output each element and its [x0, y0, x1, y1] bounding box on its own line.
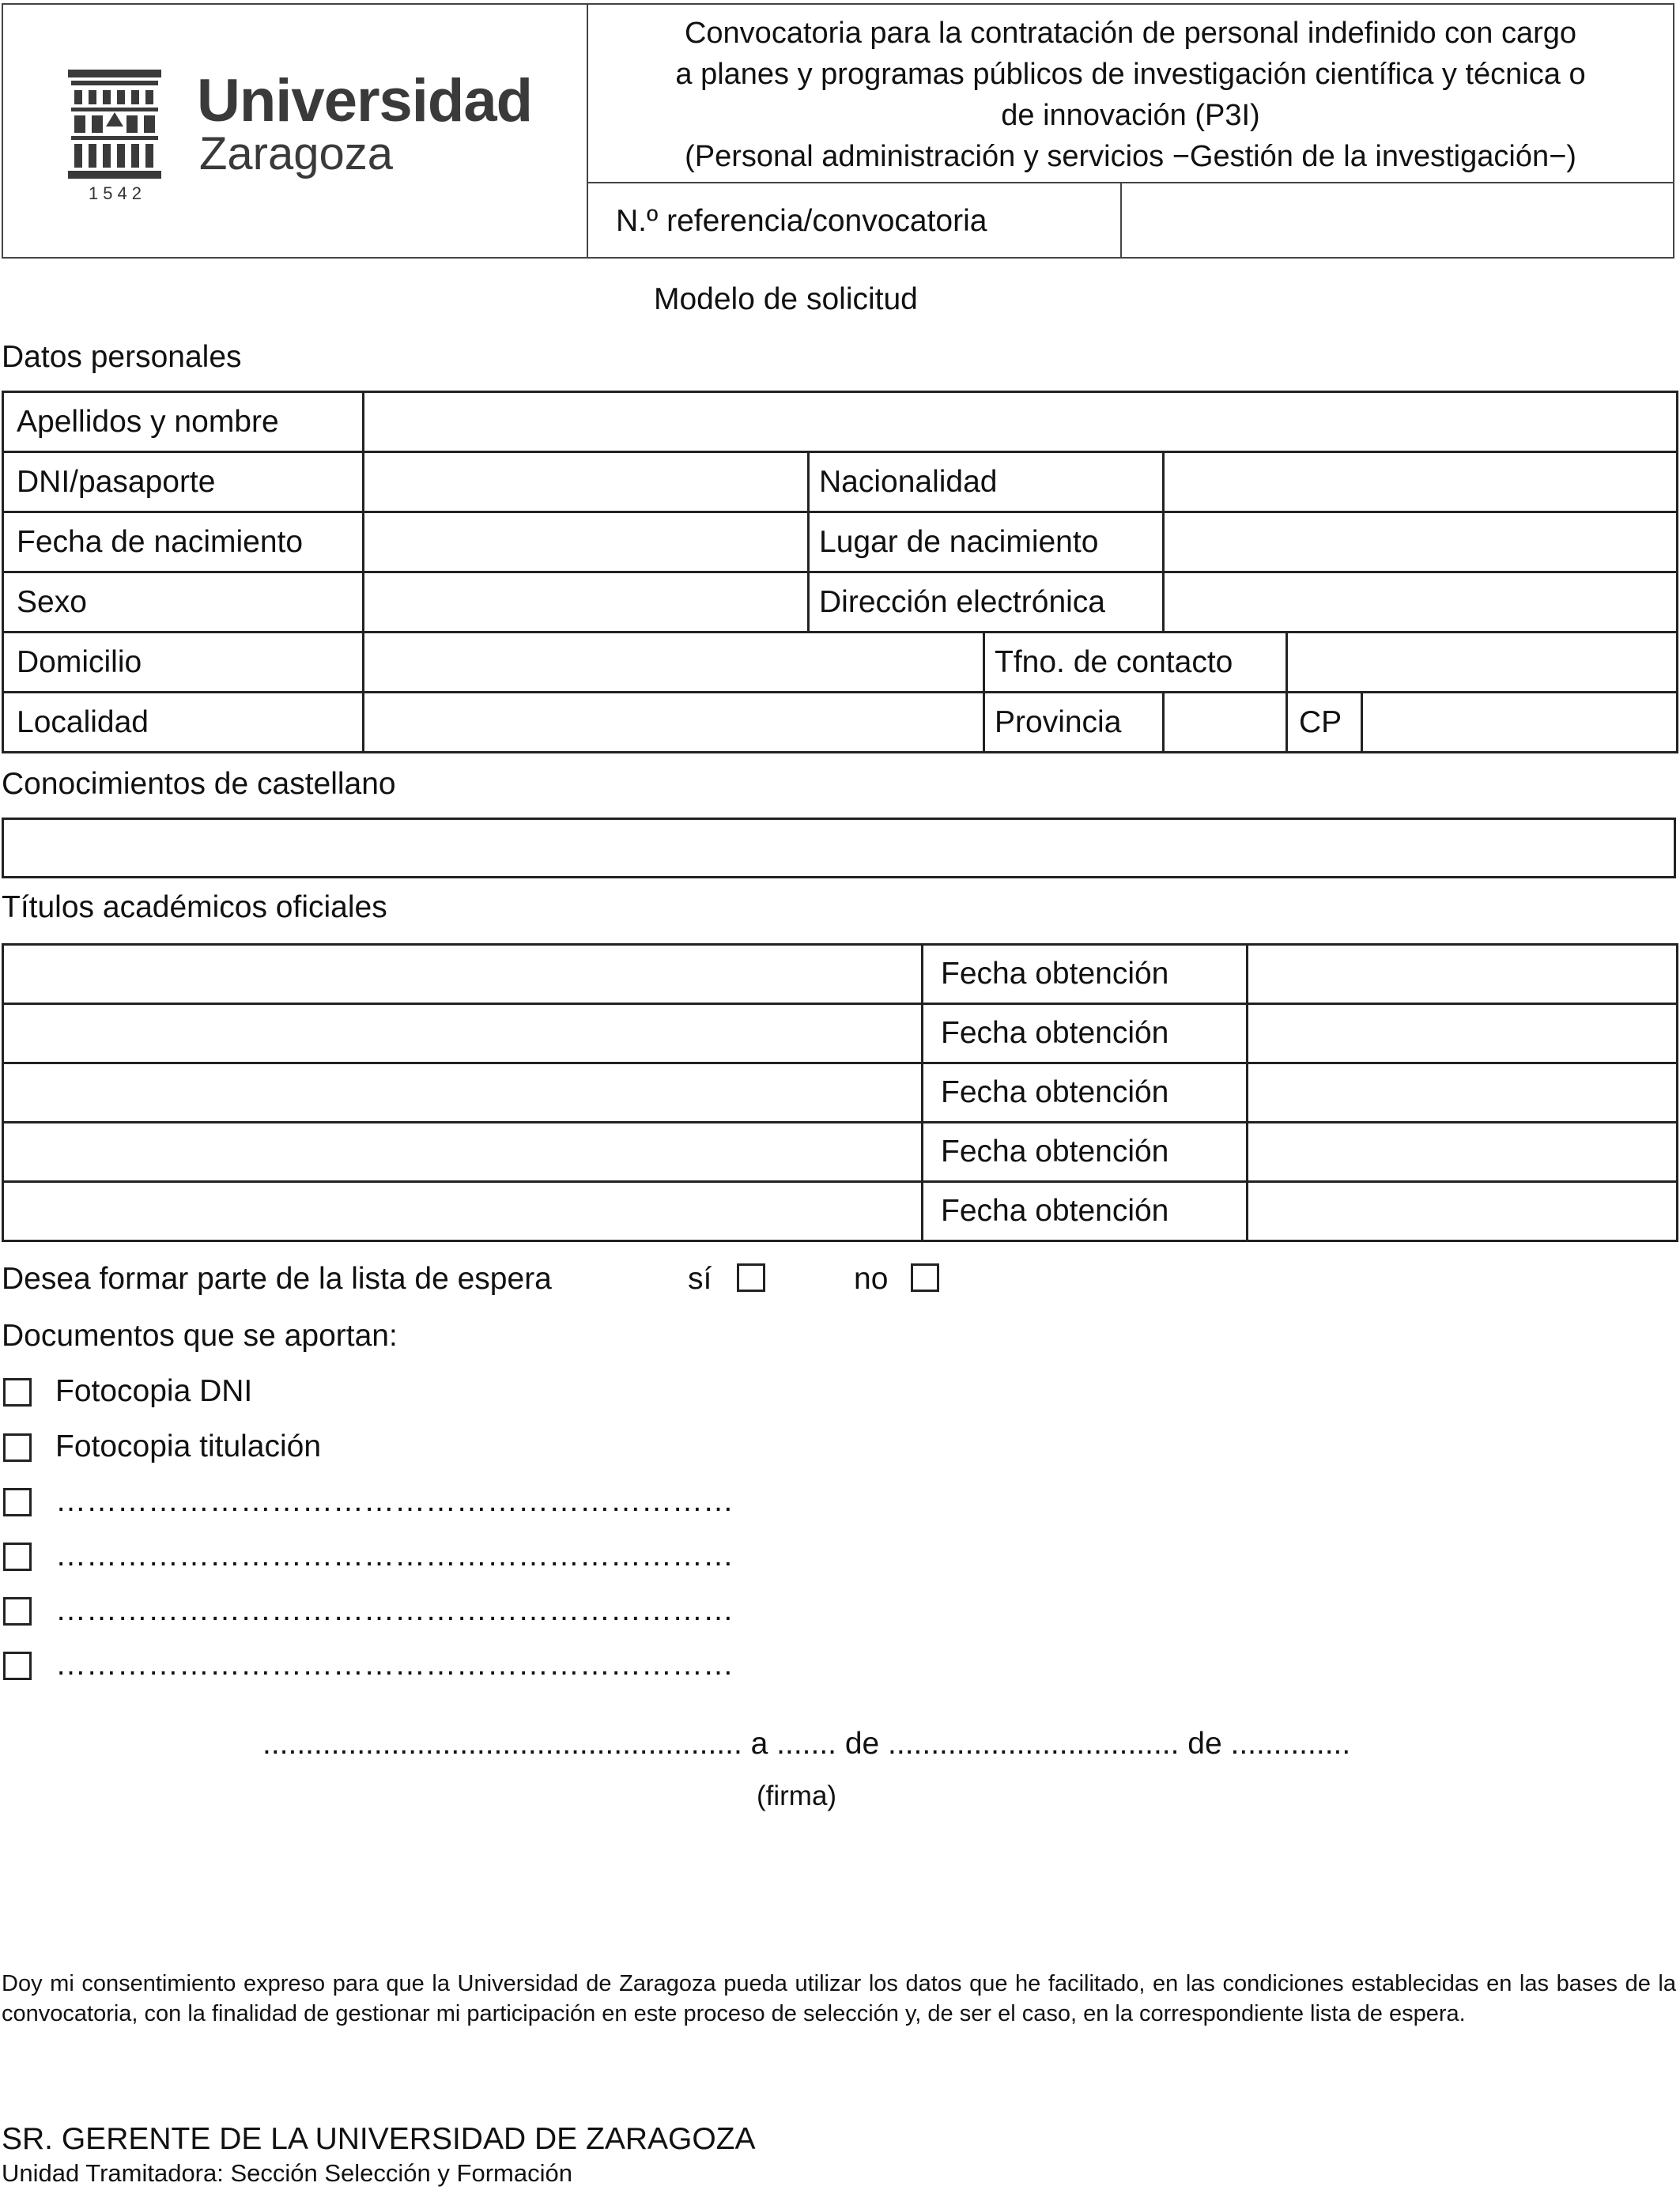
document-checkbox[interactable]: [3, 1378, 32, 1407]
date-obtained-field[interactable]: [1248, 1182, 1678, 1241]
section-title-personal: Datos personales: [2, 340, 242, 374]
document-checkbox[interactable]: [3, 1433, 32, 1462]
phone-field[interactable]: [1287, 633, 1678, 693]
city-field[interactable]: [364, 693, 984, 753]
birthdate-label: Fecha de nacimiento: [3, 512, 364, 572]
sex-field[interactable]: [364, 572, 809, 633]
section-title-degrees: Títulos académicos oficiales: [2, 890, 387, 924]
name-field[interactable]: [364, 392, 1678, 452]
table-row: [3, 1182, 1678, 1241]
personal-data-table: [2, 391, 1678, 753]
date-obtained-field[interactable]: [1248, 1123, 1678, 1182]
document-label: Fotocopia DNI: [55, 1374, 253, 1408]
province-field[interactable]: [1164, 693, 1287, 753]
logo-word-zaragoza: Zaragoza: [199, 128, 394, 179]
logo-word-universidad: Universidad: [197, 67, 533, 134]
call-title: [588, 5, 1673, 183]
date-obtained-label: Fecha obtención: [923, 1063, 1248, 1123]
consent-text: Doy mi consentimiento expreso para que la Universidad de Zaragoza pueda utilizar los datos que he facilitado, en las condiciones establecidas en las bases de la convocatoria, con la finalidad de gestionar mi participación en este proceso de selección y, de ser el caso, en la correspondiente lista de espera.: [2, 1971, 1676, 2026]
document-checkbox[interactable]: [3, 1543, 32, 1571]
processing-unit: Unidad Tramitadora: Sección Selección y Formación: [2, 2159, 572, 2187]
document-blank-line[interactable]: …………………………………………………………: [55, 1593, 734, 1627]
waitlist-no-checkbox[interactable]: [911, 1263, 939, 1292]
address-field[interactable]: [364, 633, 984, 693]
header-box: [2, 3, 1674, 259]
sex-label: Sexo: [3, 572, 364, 633]
date-obtained-label: Fecha obtención: [923, 1004, 1248, 1063]
cp-label: CP: [1287, 693, 1362, 753]
university-logo-cell: [3, 5, 588, 257]
place-date-line[interactable]: ........................................................ a ....... de .................................. de ..............: [262, 1727, 1351, 1761]
table-row: [3, 1063, 1678, 1123]
dni-label: DNI/pasaporte: [3, 452, 364, 512]
email-field[interactable]: [1164, 572, 1678, 633]
document-blank-line[interactable]: …………………………………………………………: [55, 1648, 734, 1682]
table-row: [3, 1004, 1678, 1063]
degree-field[interactable]: [3, 1182, 923, 1241]
date-obtained-label: Fecha obtención: [923, 1182, 1248, 1241]
dni-field[interactable]: [364, 452, 809, 512]
degree-field[interactable]: [3, 945, 923, 1004]
reference-field[interactable]: [1122, 183, 1673, 257]
address-label: Domicilio: [3, 633, 364, 693]
logo-year: 1542: [89, 183, 146, 203]
waitlist-yes-label: sí: [688, 1262, 712, 1296]
university-building-icon: [68, 70, 161, 180]
waitlist-question: Desea formar parte de la lista de espera: [2, 1262, 552, 1296]
signature-label: (firma): [757, 1781, 837, 1811]
date-obtained-field[interactable]: [1248, 1004, 1678, 1063]
phone-label: Tfno. de contacto: [984, 633, 1287, 693]
document-checkbox[interactable]: [3, 1488, 32, 1516]
cp-field[interactable]: [1362, 693, 1678, 753]
table-row: [3, 1123, 1678, 1182]
document-blank-line[interactable]: …………………………………………………………: [55, 1539, 734, 1573]
degree-field[interactable]: [3, 1063, 923, 1123]
call-title-line: de innovación (P3I): [1001, 99, 1260, 132]
date-obtained-field[interactable]: [1248, 945, 1678, 1004]
documents-title: Documentos que se aportan:: [2, 1319, 398, 1353]
call-title-line: Convocatoria para la contratación de personal indefinido con cargo: [684, 17, 1577, 50]
birthdate-field[interactable]: [364, 512, 809, 572]
waitlist-yes-checkbox[interactable]: [737, 1263, 765, 1292]
nationality-field[interactable]: [1164, 452, 1678, 512]
document-label: Fotocopia titulación: [55, 1429, 322, 1463]
name-label: Apellidos y nombre: [3, 392, 364, 452]
addressee: SR. GERENTE DE LA UNIVERSIDAD DE ZARAGOZA: [2, 2122, 756, 2156]
date-obtained-field[interactable]: [1248, 1063, 1678, 1123]
document-blank-line[interactable]: …………………………………………………………: [55, 1484, 734, 1518]
document-checkbox[interactable]: [3, 1597, 32, 1626]
nationality-label: Nacionalidad: [809, 452, 1164, 512]
section-title-spanish: Conocimientos de castellano: [2, 767, 396, 801]
email-label: Dirección electrónica: [809, 572, 1164, 633]
call-title-line: (Personal administración y servicios −Gestión de la investigación−): [685, 140, 1576, 173]
birthplace-field[interactable]: [1164, 512, 1678, 572]
call-title-line: a planes y programas públicos de investigación científica y técnica o: [675, 58, 1586, 91]
city-label: Localidad: [3, 693, 364, 753]
waitlist-no-label: no: [854, 1262, 889, 1296]
form-title: Modelo de solicitud: [654, 282, 918, 316]
degrees-table: [2, 943, 1678, 1242]
spanish-knowledge-field[interactable]: [2, 818, 1676, 878]
degree-field[interactable]: [3, 1004, 923, 1063]
date-obtained-label: Fecha obtención: [923, 945, 1248, 1004]
degree-field[interactable]: [3, 1123, 923, 1182]
reference-label: N.º referencia/convocatoria: [588, 183, 1122, 257]
date-obtained-label: Fecha obtención: [923, 1123, 1248, 1182]
table-row: [3, 945, 1678, 1004]
province-label: Provincia: [984, 693, 1164, 753]
document-checkbox[interactable]: [3, 1652, 32, 1680]
birthplace-label: Lugar de nacimiento: [809, 512, 1164, 572]
